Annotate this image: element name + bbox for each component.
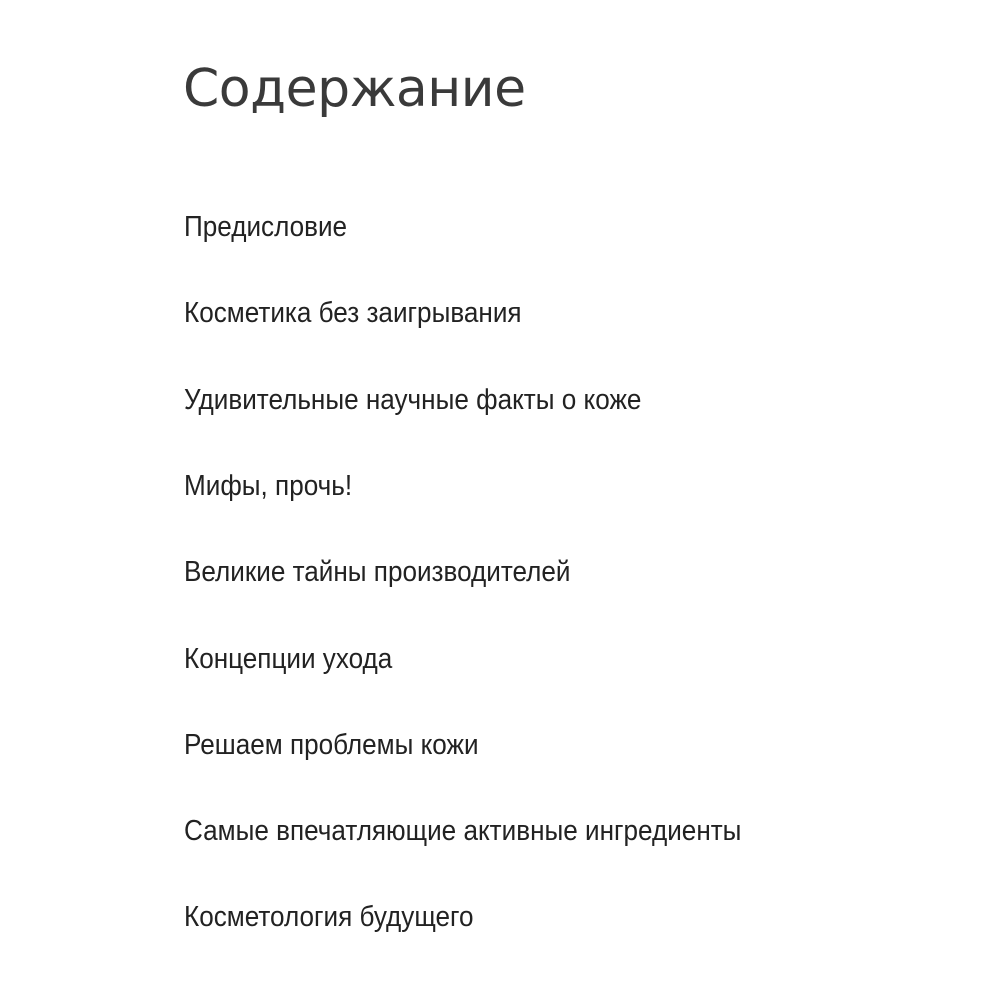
toc-item-manufacturer-secrets[interactable]: Великие тайны производителей	[184, 556, 571, 588]
toc-item-cosmetology-future[interactable]: Косметология будущего	[184, 901, 474, 933]
toc-item-solving-skin-problems[interactable]: Решаем проблемы кожи	[184, 729, 479, 761]
toc-item-skin-science-facts[interactable]: Удивительные научные факты о коже	[184, 384, 642, 416]
toc-item-cosmetics-without-flirting[interactable]: Косметика без заигрывания	[184, 297, 522, 329]
toc-item-care-concepts[interactable]: Концепции ухода	[184, 643, 393, 675]
toc-item-preface[interactable]: Предисловие	[184, 211, 348, 243]
toc-item-active-ingredients[interactable]: Самые впечатляющие активные ингредиенты	[184, 815, 742, 847]
page-title: Содержание	[183, 59, 526, 119]
toc-item-myths-away[interactable]: Мифы, прочь!	[184, 470, 353, 502]
